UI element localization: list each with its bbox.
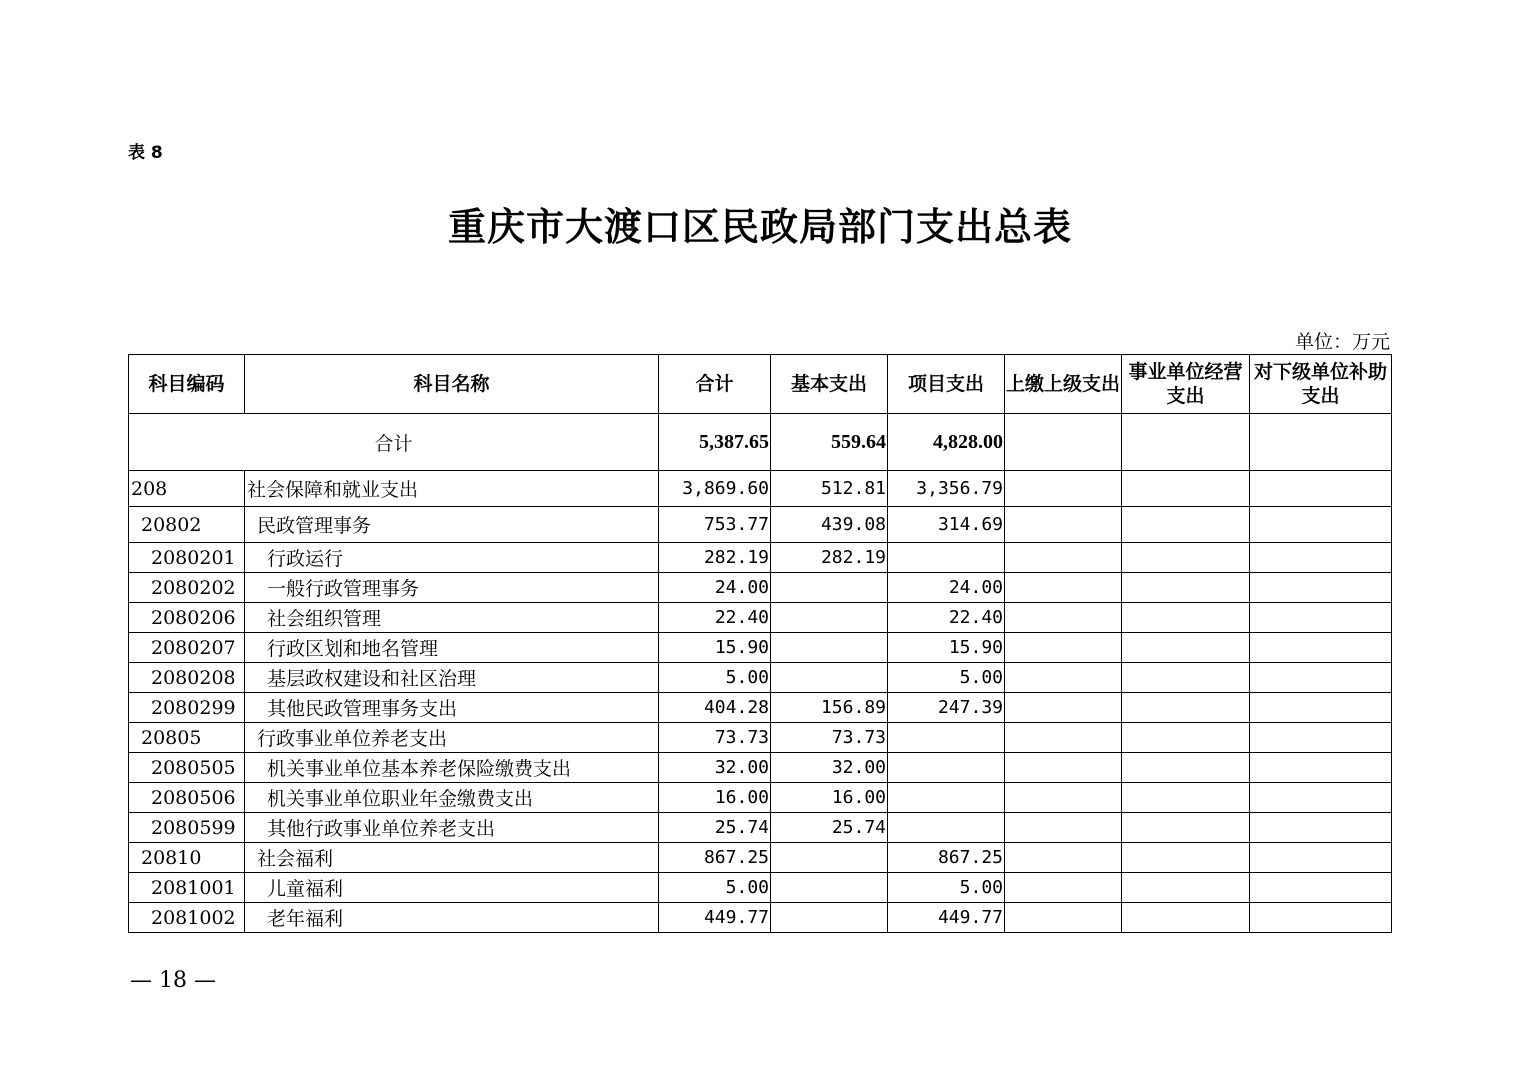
basic-cell: 16.00: [771, 783, 888, 813]
code-cell: 208: [129, 471, 245, 507]
total-cell: 25.74: [659, 813, 771, 843]
upper-cell: [1005, 753, 1122, 783]
table-row: [129, 783, 1392, 813]
table-row: [129, 753, 1392, 783]
business-cell: [1122, 471, 1250, 507]
project-cell: 314.69: [888, 507, 1005, 543]
business-cell: [1122, 603, 1250, 633]
code-cell: 2080201: [129, 543, 245, 573]
total-cell: 404.28: [659, 693, 771, 723]
business-cell: [1122, 507, 1250, 543]
basic-cell: 439.08: [771, 507, 888, 543]
subsidy-cell: [1250, 693, 1392, 723]
upper-cell: [1005, 843, 1122, 873]
table-row: [129, 663, 1392, 693]
business-cell: [1122, 573, 1250, 603]
basic-cell: 32.00: [771, 753, 888, 783]
name-cell: 一般行政管理事务: [245, 573, 659, 603]
name-cell: 行政区划和地名管理: [245, 633, 659, 663]
project-cell: 247.39: [888, 693, 1005, 723]
subsidy-cell: [1250, 813, 1392, 843]
project-cell: 22.40: [888, 603, 1005, 633]
header-name: 科目名称: [245, 355, 659, 414]
code-cell: 2080208: [129, 663, 245, 693]
name-cell: 社会组织管理: [245, 603, 659, 633]
table-row: [129, 471, 1392, 507]
basic-cell: 512.81: [771, 471, 888, 507]
upper-cell: [1005, 813, 1122, 843]
total-business-cell: [1122, 414, 1250, 471]
table-row: [129, 543, 1392, 573]
upper-cell: [1005, 723, 1122, 753]
header-business: 事业单位经营支出: [1122, 355, 1250, 414]
project-cell: [888, 813, 1005, 843]
code-cell: 20805: [129, 723, 245, 753]
subsidy-cell: [1250, 543, 1392, 573]
table-row: [129, 507, 1392, 543]
subsidy-cell: [1250, 873, 1392, 903]
total-project-cell: 4,828.00: [888, 414, 1005, 471]
table-row: [129, 813, 1392, 843]
basic-cell: [771, 663, 888, 693]
basic-cell: [771, 873, 888, 903]
header-total: 合计: [659, 355, 771, 414]
total-cell: 24.00: [659, 573, 771, 603]
subsidy-cell: [1250, 783, 1392, 813]
subsidy-cell: [1250, 843, 1392, 873]
project-cell: [888, 543, 1005, 573]
upper-cell: [1005, 543, 1122, 573]
basic-cell: [771, 633, 888, 663]
upper-cell: [1005, 663, 1122, 693]
unit-note: 单位：万元: [1294, 331, 1390, 353]
upper-cell: [1005, 603, 1122, 633]
name-cell: 其他民政管理事务支出: [245, 693, 659, 723]
header-subsidy: 对下级单位补助支出: [1250, 355, 1392, 414]
project-cell: 867.25: [888, 843, 1005, 873]
business-cell: [1122, 693, 1250, 723]
subsidy-cell: [1250, 753, 1392, 783]
business-cell: [1122, 633, 1250, 663]
total-cell: 5,387.65: [659, 414, 771, 471]
business-cell: [1122, 813, 1250, 843]
total-cell: 5.00: [659, 873, 771, 903]
name-cell: 社会保障和就业支出: [245, 471, 659, 507]
table-row: [129, 873, 1392, 903]
total-cell: 16.00: [659, 783, 771, 813]
header-code: 科目编码: [129, 355, 245, 414]
upper-cell: [1005, 873, 1122, 903]
total-cell: 73.73: [659, 723, 771, 753]
basic-cell: 25.74: [771, 813, 888, 843]
basic-cell: [771, 603, 888, 633]
upper-cell: [1005, 693, 1122, 723]
code-cell: 2080506: [129, 783, 245, 813]
code-cell: 2081002: [129, 903, 245, 933]
name-cell: 行政事业单位养老支出: [245, 723, 659, 753]
project-cell: 449.77: [888, 903, 1005, 933]
total-cell: 15.90: [659, 633, 771, 663]
table-row: [129, 573, 1392, 603]
business-cell: [1122, 783, 1250, 813]
business-cell: [1122, 873, 1250, 903]
code-cell: 2080299: [129, 693, 245, 723]
name-cell: 老年福利: [245, 903, 659, 933]
header-project: 项目支出: [888, 355, 1005, 414]
basic-cell: [771, 843, 888, 873]
code-cell: 2080202: [129, 573, 245, 603]
subsidy-cell: [1250, 573, 1392, 603]
total-basic-cell: 559.64: [771, 414, 888, 471]
page-number: — 18 —: [130, 968, 216, 993]
basic-cell: 282.19: [771, 543, 888, 573]
total-cell: 753.77: [659, 507, 771, 543]
name-cell: 儿童福利: [245, 873, 659, 903]
code-cell: 2080206: [129, 603, 245, 633]
expenditure-table: [128, 354, 1392, 933]
header-row: [129, 355, 1392, 414]
business-cell: [1122, 723, 1250, 753]
subsidy-cell: [1250, 723, 1392, 753]
code-cell: 20802: [129, 507, 245, 543]
project-cell: 15.90: [888, 633, 1005, 663]
business-cell: [1122, 543, 1250, 573]
table-row: [129, 693, 1392, 723]
total-cell: 449.77: [659, 903, 771, 933]
name-cell: 机关事业单位职业年金缴费支出: [245, 783, 659, 813]
total-cell: 867.25: [659, 843, 771, 873]
business-cell: [1122, 843, 1250, 873]
name-cell: 其他行政事业单位养老支出: [245, 813, 659, 843]
project-cell: [888, 723, 1005, 753]
total-subsidy-cell: [1250, 414, 1392, 471]
total-upper-cell: [1005, 414, 1122, 471]
subsidy-cell: [1250, 603, 1392, 633]
total-label: 合计: [129, 414, 659, 471]
total-cell: 32.00: [659, 753, 771, 783]
business-cell: [1122, 663, 1250, 693]
project-cell: 5.00: [888, 873, 1005, 903]
name-cell: 基层政权建设和社区治理: [245, 663, 659, 693]
project-cell: 5.00: [888, 663, 1005, 693]
total-cell: 282.19: [659, 543, 771, 573]
basic-cell: 156.89: [771, 693, 888, 723]
project-cell: 24.00: [888, 573, 1005, 603]
upper-cell: [1005, 573, 1122, 603]
upper-cell: [1005, 633, 1122, 663]
total-cell: 5.00: [659, 663, 771, 693]
subsidy-cell: [1250, 663, 1392, 693]
upper-cell: [1005, 471, 1122, 507]
total-cell: 3,869.60: [659, 471, 771, 507]
code-cell: 2081001: [129, 873, 245, 903]
subsidy-cell: [1250, 903, 1392, 933]
page-title: 重庆市大渡口区民政局部门支出总表: [447, 205, 1072, 249]
code-cell: 2080505: [129, 753, 245, 783]
total-row: [129, 414, 1392, 471]
project-cell: 3,356.79: [888, 471, 1005, 507]
table-row: [129, 903, 1392, 933]
table-row: [129, 603, 1392, 633]
basic-cell: [771, 903, 888, 933]
project-cell: [888, 753, 1005, 783]
subsidy-cell: [1250, 507, 1392, 543]
basic-cell: [771, 573, 888, 603]
table-row: [129, 843, 1392, 873]
name-cell: 行政运行: [245, 543, 659, 573]
code-cell: 2080599: [129, 813, 245, 843]
name-cell: 社会福利: [245, 843, 659, 873]
business-cell: [1122, 903, 1250, 933]
upper-cell: [1005, 507, 1122, 543]
name-cell: 民政管理事务: [245, 507, 659, 543]
name-cell: 机关事业单位基本养老保险缴费支出: [245, 753, 659, 783]
subsidy-cell: [1250, 471, 1392, 507]
code-cell: 20810: [129, 843, 245, 873]
basic-cell: 73.73: [771, 723, 888, 753]
upper-cell: [1005, 903, 1122, 933]
table-row: [129, 723, 1392, 753]
header-basic: 基本支出: [771, 355, 888, 414]
table-row: [129, 633, 1392, 663]
business-cell: [1122, 753, 1250, 783]
table-label: 表 8: [128, 143, 163, 163]
total-cell: 22.40: [659, 603, 771, 633]
header-upper: 上缴上级支出: [1005, 355, 1122, 414]
subsidy-cell: [1250, 633, 1392, 663]
project-cell: [888, 783, 1005, 813]
upper-cell: [1005, 783, 1122, 813]
code-cell: 2080207: [129, 633, 245, 663]
